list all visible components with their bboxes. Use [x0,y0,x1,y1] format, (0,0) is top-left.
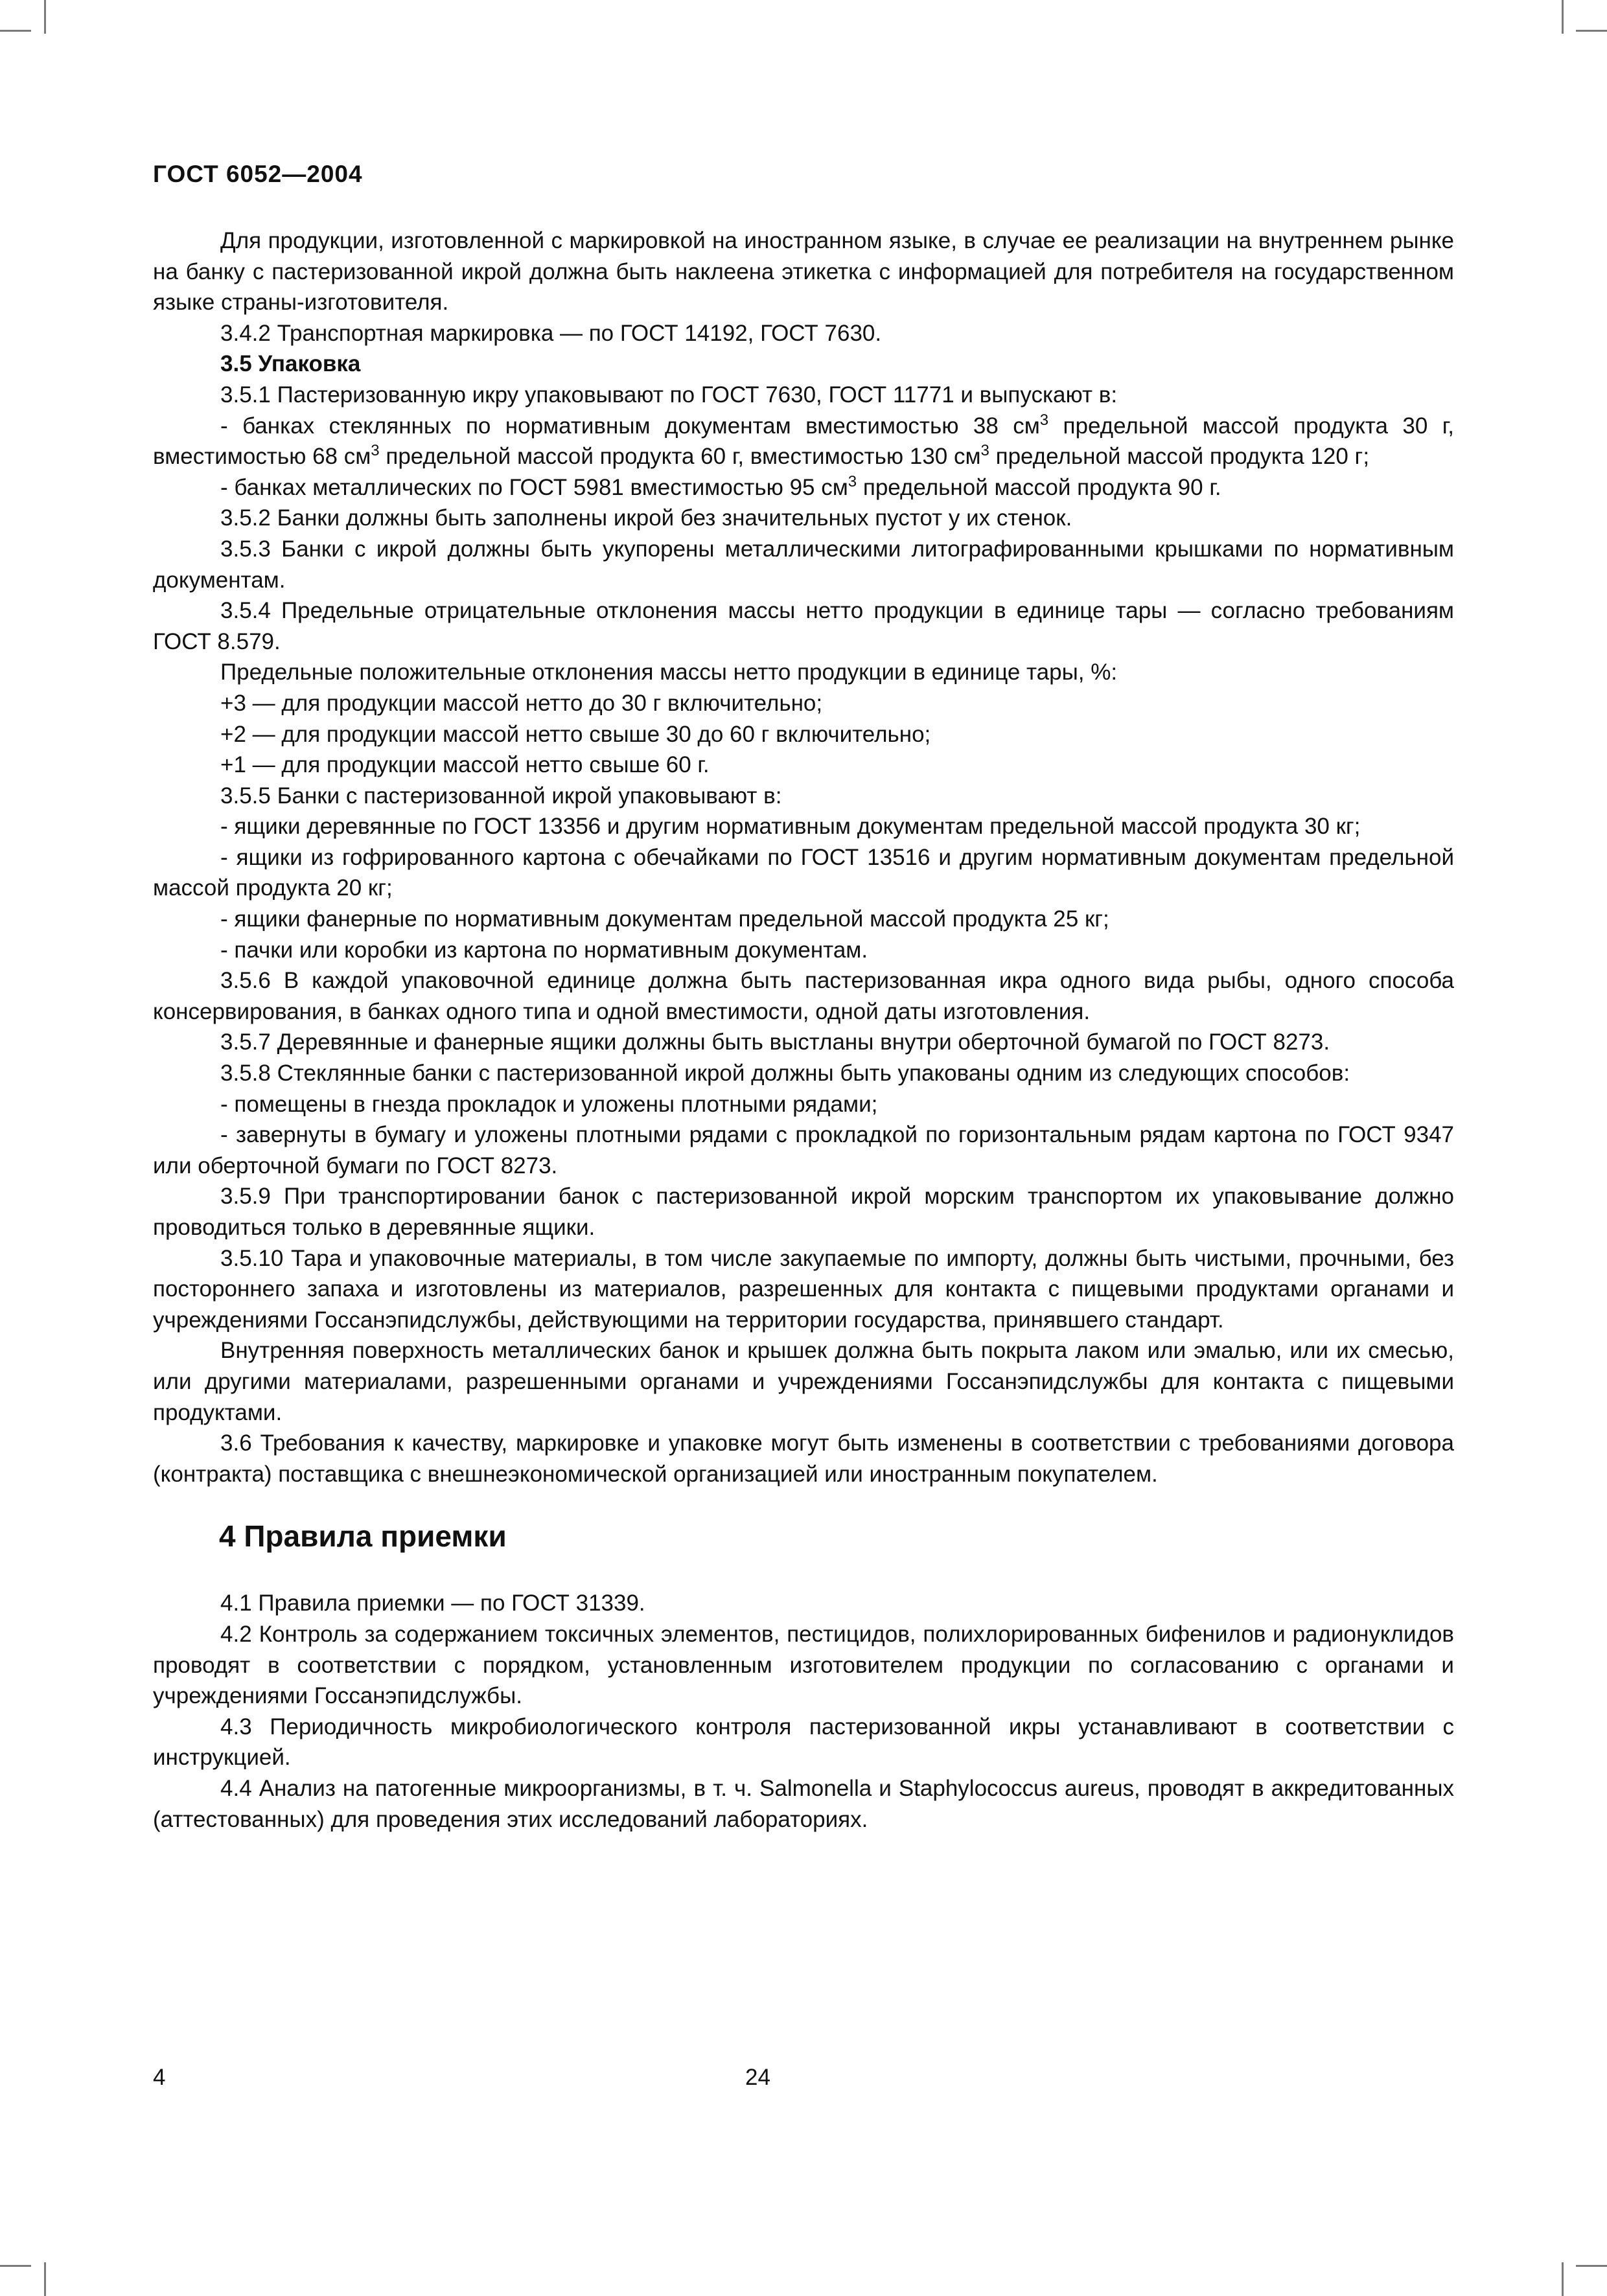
paragraph: Для продукции, изготовленной с маркировкой на иностранном языке, в случае ее реализации на внутреннем рынке на банку с пастеризованной икрой должна быть наклеена этикетка с информацией для потребителя на государственном языке страны-изготовителя. [153,228,1454,316]
paragraph: 3.4.2 Транспортная маркировка — по ГОСТ 14192, ГОСТ 7630. [220,320,882,346]
list-item: +3 — для продукции массой нетто до 30 г включительно; [220,690,823,716]
paragraph: 4.4 Анализ на патогенные микроорганизмы, в т. ч. Salmonella и Staphylococcus aureus, проводят в аккредитованных (аттестованных) для проведения этих исследований лабораториях. [153,1775,1454,1832]
paragraph: 3.5.9 При транспортировании банок с пастеризованной икрой морским транспортом их упаковывание должно проводиться только в деревянные ящики. [153,1184,1454,1240]
paragraph: Внутренняя поверхность металлических банок и крышек должна быть покрыта лаком или эмалью, или их смесью, или другими материалами, разрешенными органами и учреждениями Госсанэпидслужбы для контакта с пищевыми продуктами. [153,1338,1454,1425]
list-item-glass-jars: - банках стеклянных по нормативным документам вместимостью 38 $см^3$ предельной массой продукта 30 г, вместимостью 68 $см^3$ предельной массой продукта 60 г, вместимостью 130 $см^3$ предельной массой продукта 120 г; [153,411,1454,470]
paragraph: 3.5.8 Стеклянные банки с пастеризованной икрой должны быть упакованы одним из следующих способов: [220,1061,1350,1086]
list-item: - завернуты в бумагу и уложены плотными рядами с прокладкой по горизонтальным рядам картона по ГОСТ 9347 или оберточной бумаги по ГОСТ 8273. [153,1122,1454,1178]
paragraph: 4.2 Контроль за содержанием токсичных элементов, пестицидов, полихлорированных бифенилов и радионуклидов проводят в соответствии с порядком, установленным изготовителем продукции по согласованию с органами и учреждениями Госсанэпидслужбы. [153,1621,1454,1709]
crop-mark [0,2265,31,2267]
document-header: ГОСТ 6052—2004 [153,161,363,187]
document-body [153,225,1454,1835]
crop-mark [1562,2262,1564,2296]
paragraph: 3.5.3 Банки с икрой должны быть укупорены металлическими литографированными крышками по нормативным документам. [153,536,1454,593]
crop-mark [44,0,46,34]
page-number-center: 24 [745,2065,770,2090]
list-item: - помещены в гнезда прокладок и уложены плотными рядами; [220,1091,878,1117]
paragraph: 3.6 Требования к качеству, маркировке и упаковке могут быть изменены в соответствии с требованиями договора (контракта) поставщика с внешнеэкономической организацией или иностранным покупателем. [153,1430,1454,1487]
list-item-metal-jars: - банках металлических по ГОСТ 5981 вместимостью 95 $см^3$ предельной массой продукта 90 г. [220,472,1221,500]
paragraph: 3.5.7 Деревянные и фанерные ящики должны быть выстланы внутри оберточной бумагой по ГОСТ 8273. [220,1029,1330,1055]
section-title: 4 Правила приемки [219,1519,507,1554]
list-item: - ящики фанерные по нормативным документам предельной массой продукта 25 кг; [220,906,1109,932]
subsection-heading: 3.5 Упаковка [220,351,361,377]
paragraph: 3.5.6 В каждой упаковочной единице должна быть пастеризованная икра одного вида рыбы, одного способа консервирования, в банках одного типа и одной вместимости, одной даты изготовления. [153,968,1454,1024]
paragraph: 3.5.5 Банки с пастеризованной икрой упаковывают в: [220,783,782,809]
list-item: +1 — для продукции массой нетто свыше 60 г. [220,752,710,778]
paragraph: Предельные положительные отклонения массы нетто продукции в единице тары, %: [220,660,1118,685]
paragraph: 4.3 Периодичность микробиологического контроля пастеризованной икры устанавливают в соответствии с инструкцией. [153,1714,1454,1771]
list-item: - пачки или коробки из картона по нормативным документам. [220,937,868,963]
paragraph: 3.5.10 Тара и упаковочные материалы, в том числе закупаемые по импорту, должны быть чистыми, прочными, без постороннего запаха и изготовлены из материалов, разрешенных для контакта с пищевыми продуктами органами и учреждениями Госсанэпидслужбы, действующими на территории государства, принявшего стандарт. [153,1245,1454,1333]
paragraph: 3.5.2 Банки должны быть заполнены икрой без значительных пустот у их стенок. [220,505,1072,531]
paragraph: 4.1 Правила приемки — по ГОСТ 31339. [220,1590,645,1616]
paragraph: 3.5.1 Пастеризованную икру упаковывают по ГОСТ 7630, ГОСТ 11771 и выпускают в: [220,382,1118,408]
list-item: - ящики из гофрированного картона с обечайками по ГОСТ 13516 и другим нормативным документам предельной массой продукта 20 кг; [153,844,1454,901]
page-number-left: 4 [153,2065,166,2090]
list-item: - ящики деревянные по ГОСТ 13356 и другим нормативным документам предельной массой продукта 30 кг; [220,814,1361,840]
crop-mark [1576,2265,1607,2267]
crop-mark [0,30,31,32]
crop-mark [1576,30,1607,32]
crop-mark [1562,0,1564,34]
paragraph: 3.5.4 Предельные отрицательные отклонения массы нетто продукции в единице тары — согласно требованиям ГОСТ 8.579. [153,598,1454,654]
list-item: +2 — для продукции массой нетто свыше 30 до 60 г включительно; [220,721,931,747]
crop-mark [44,2262,46,2296]
